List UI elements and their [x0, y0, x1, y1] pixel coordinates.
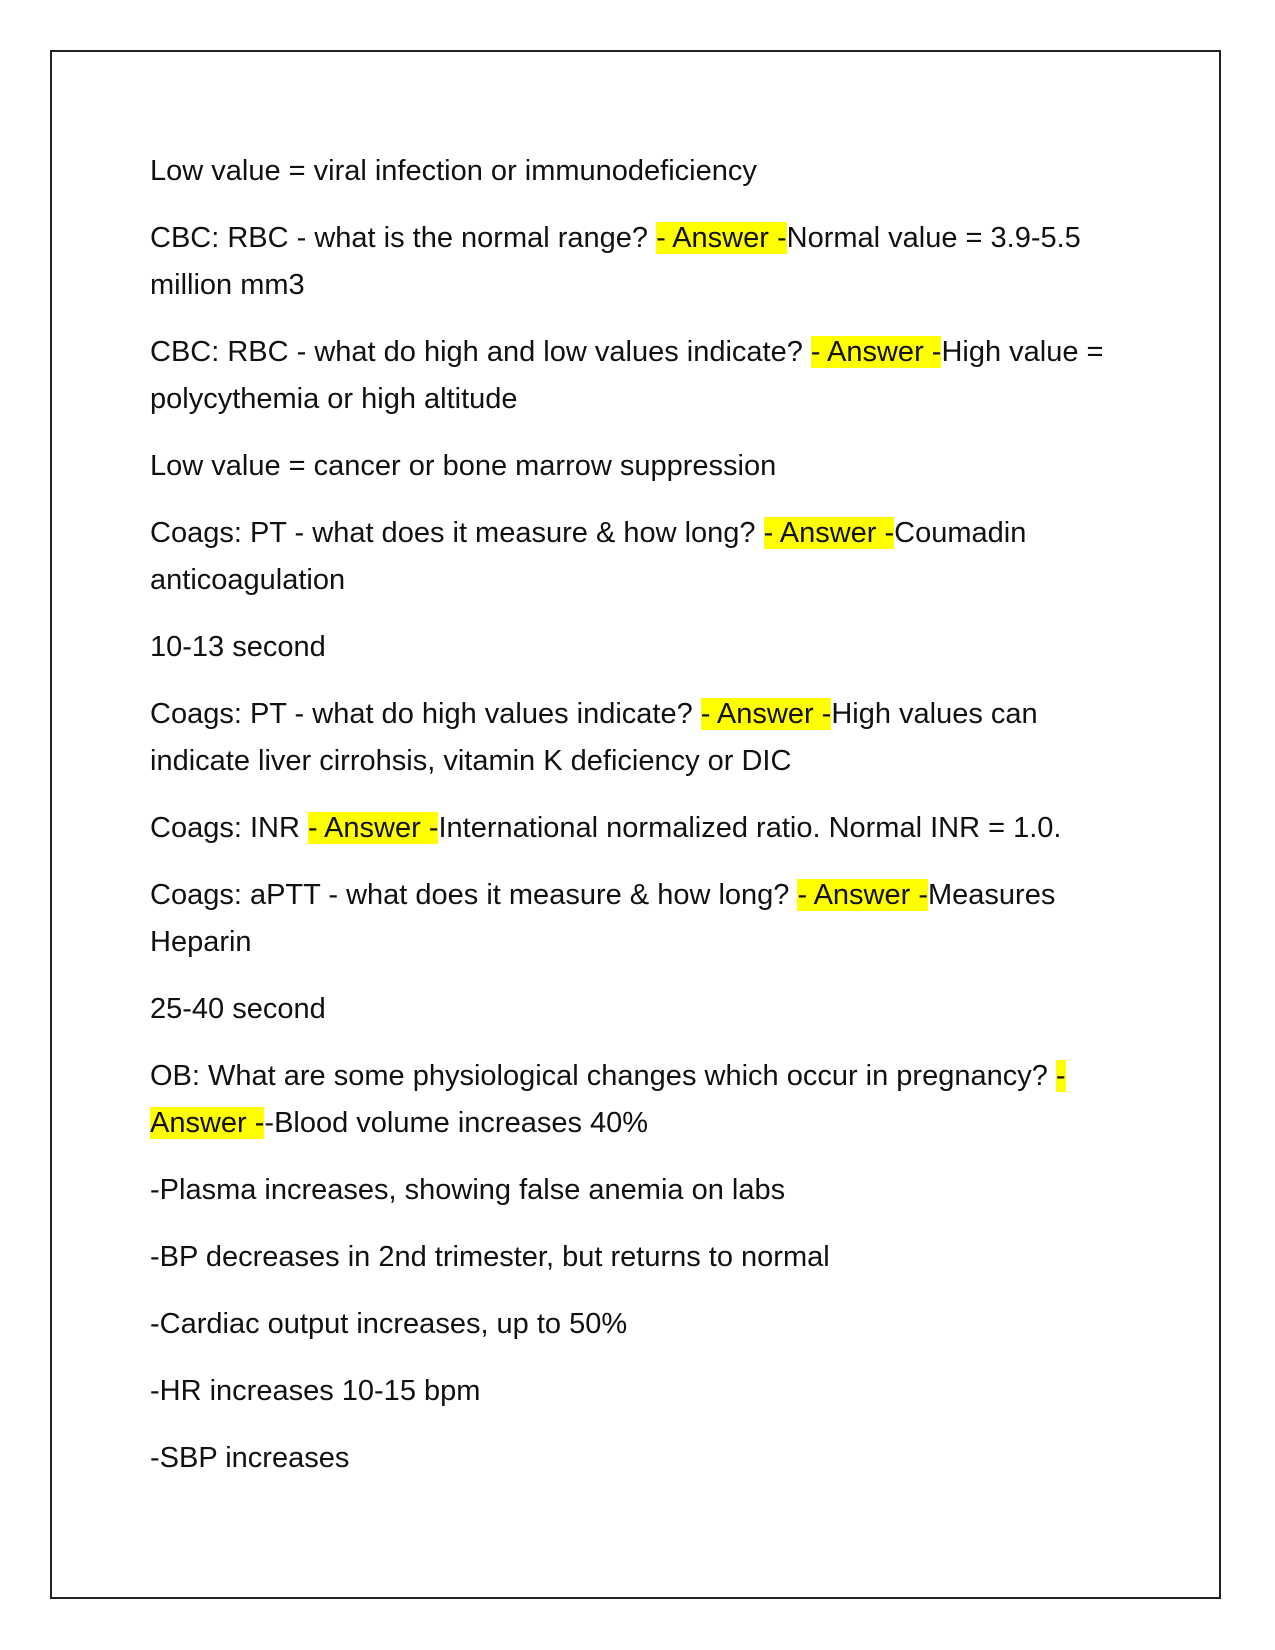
- answer-text: -Blood volume increases 40%: [264, 1107, 649, 1139]
- note-text: -SBP increases: [150, 1442, 350, 1474]
- qa-item: [150, 805, 1140, 852]
- note-text: 10-13 second: [150, 631, 326, 663]
- document-body: [150, 148, 1140, 1502]
- qa-item: [150, 1053, 1140, 1147]
- note-line: [150, 1301, 1140, 1348]
- answer-marker: - Answer -: [810, 336, 942, 368]
- question-text: OB: What are some physiological changes which occur in pregnancy?: [150, 1060, 1056, 1092]
- answer-marker: - Answer -: [656, 222, 787, 254]
- question-text: CBC: RBC - what is the normal range?: [150, 222, 657, 254]
- qa-item: [150, 691, 1140, 785]
- note-text: 25-40 second: [150, 993, 326, 1025]
- answer-text: High value = polycythemia or high altitude: [150, 336, 1104, 415]
- note-line: [150, 1234, 1140, 1281]
- note-line: [150, 1167, 1140, 1214]
- answer-marker: - Answer -: [307, 812, 439, 844]
- note-line: [150, 1368, 1140, 1415]
- note-text: Low value = viral infection or immunodeficiency: [150, 155, 757, 187]
- answer-text: Normal value = 3.9-5.5 million mm3: [150, 222, 1081, 301]
- question-text: Coags: INR: [150, 812, 308, 844]
- answer-marker: - Answer -: [150, 1060, 1066, 1139]
- note-text: -Cardiac output increases, up to 50%: [150, 1308, 628, 1340]
- answer-marker: - Answer -: [797, 879, 928, 911]
- qa-item: [150, 872, 1140, 966]
- note-line: [150, 624, 1140, 671]
- note-line: [150, 1435, 1140, 1482]
- question-text: Coags: PT - what do high values indicate?: [150, 698, 701, 730]
- note-line: [150, 443, 1140, 490]
- qa-item: [150, 329, 1140, 423]
- answer-text: Measures Heparin: [150, 879, 1056, 958]
- answer-marker: - Answer -: [700, 698, 832, 730]
- note-text: Low value = cancer or bone marrow suppression: [150, 450, 777, 482]
- answer-marker: - Answer -: [763, 517, 895, 549]
- qa-item: [150, 510, 1140, 604]
- question-text: CBC: RBC - what do high and low values indicate?: [150, 336, 811, 368]
- note-text: -HR increases 10-15 bpm: [150, 1375, 481, 1407]
- note-line: [150, 148, 1140, 195]
- note-text: -BP decreases in 2nd trimester, but returns to normal: [150, 1241, 830, 1273]
- answer-text: Coumadin anticoagulation: [150, 517, 1027, 596]
- question-text: Coags: PT - what does it measure & how long?: [150, 517, 764, 549]
- qa-item: [150, 215, 1140, 309]
- answer-text: High values can indicate liver cirrohsis, vitamin K deficiency or DIC: [150, 698, 1038, 777]
- note-line: [150, 986, 1140, 1033]
- question-text: Coags: aPTT - what does it measure & how long?: [150, 879, 798, 911]
- note-text: -Plasma increases, showing false anemia on labs: [150, 1174, 786, 1206]
- answer-text: International normalized ratio. Normal INR = 1.0.: [438, 812, 1062, 844]
